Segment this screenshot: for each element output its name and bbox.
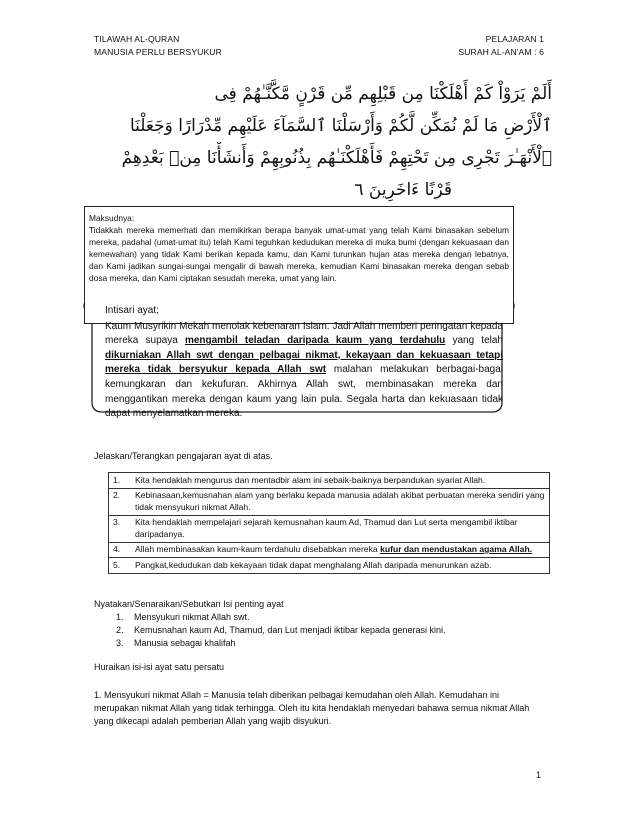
intisari-text-part: yang telah: [445, 335, 503, 347]
table-row: [109, 515, 550, 542]
verse-line: ٱلْأَنْهَـٰرَ تَجْرِى مِن تَحْتِهِمْ فَأَهْلَكْنَـٰهُم بِذُنُوبِهِمْ وَأَنشَأْنَا مِنۢ بَعْدِهِمْ: [121, 148, 552, 168]
list-number: 1.: [116, 612, 124, 622]
item-emphasis: kufur dan mendustakan agama Allah.: [380, 544, 533, 554]
isi-penting-list: [116, 611, 446, 650]
maksudnya-heading: Maksudnya:: [89, 213, 135, 223]
pengajaran-table: [108, 472, 550, 574]
verse-line: قَرْنًا ءَاخَرِينَ ٦: [354, 180, 452, 200]
header-topic: MANUSIA PERLU BERSYUKUR: [94, 47, 222, 57]
item-number: 1.: [109, 473, 132, 489]
table-row: [109, 473, 550, 489]
intisari-content: [105, 304, 503, 422]
list-text: Mensyukuri nikmat Allah swt.: [134, 612, 250, 622]
item-text: Kita hendaklah mengurus dan mentadbir alam ini sebaik-baiknya berpandukan syariat Allah.: [131, 473, 550, 489]
item-text: Pangkat,kedudukan dab kekayaan tidak dapat menghalang Allah daripada menurunkan azab.: [131, 558, 550, 574]
nyatakan-heading: Nyatakan/Senaraikan/Sebutkan Isi penting ayat: [94, 599, 284, 609]
header-surah: SURAH AL-AN'AM : 6: [458, 47, 544, 57]
item-number: 4.: [109, 542, 132, 558]
page-number: 1: [536, 770, 542, 780]
verse-line: أَلَمْ يَرَوْاْ كَمْ أَهْلَكْنَا مِن قَبْلِهِم مِّن قَرْنٍ مَّكَّنَّـٰهُمْ فِى: [214, 84, 552, 104]
table-row: [109, 558, 550, 574]
list-text: Manusia sebagai khalifah: [134, 638, 236, 648]
intisari-text-part: Kaum Musyrikin Mekah menolak kebenaran Islam. Jadi Allah memberi peringatan kepada mereka supaya: [105, 320, 503, 347]
list-number: 2.: [116, 625, 124, 635]
intisari-text: [105, 320, 503, 422]
quran-verse: [96, 78, 552, 206]
huraikan-text: 1. Mensyukuri nikmat Allah = Manusia telah diberikan pelbagai kemudahan oleh Allah. Kemudahan ini merupakan nikmat Allah yang tidak terhingga. Oleh itu kita hendaklah menyedari bahawa semua nikmat Allah yang dikecapi adalah pemberian Allah yang wajib disyukuri.: [94, 690, 530, 726]
intisari-heading: Intisari ayat;: [105, 305, 159, 316]
item-text: Kita hendaklah mempelajari sejarah kemusnahan kaum Ad, Thamud dan Lut serta mengambil iktibar daripadanya.: [131, 515, 550, 542]
table-row: [109, 488, 550, 515]
maksudnya-text: Tidakkah mereka memerhati dan memikirkan berapa banyak umat-umat yang telah Kami binasakan sebelum mereka, padahal (umat-umat itu) telah Kami teguhkan kedudukan mereka di muka bumi (dengan kekuasaan dan kemewahan) yang tidak Kami berikan kepada kamu, dan Kami turunkan hujan atas mereka dengan lebatnya, dan Kami jadikan sungai-sungai mengalir di bawah mereka, kemudian Kami binasakan mereka dengan sebab dosa mereka, dan Kami ciptakan sesudah mereka, umat yang lain.: [89, 225, 509, 284]
huraikan-heading: Huraikan isi-isi ayat satu persatu: [94, 662, 225, 672]
list-item: [116, 637, 446, 650]
item-number: 2.: [109, 488, 132, 515]
jelaskan-heading: Jelaskan/Terangkan pengajaran ayat di atas.: [94, 451, 273, 461]
list-item: [116, 624, 446, 637]
list-item: [116, 611, 446, 624]
header-lesson: PELAJARAN 1: [485, 34, 544, 44]
list-text: Kemusnahan kaum Ad, Thamud, dan Lut menjadi iktibar kepada generasi kini.: [134, 625, 446, 635]
list-number: 3.: [116, 638, 124, 648]
intisari-emphasis: mengambil teladan daripada kaum yang terdahulu: [184, 335, 446, 347]
item-text: [131, 542, 550, 558]
intisari-text-part: malahan melakukan berbagai-bagai kemungkaran dan kekufuran. Akhirnya Allah swt, membinasakan mereka dan menggantikan mereka dengan kaum yang lain pula. Segala harta dan kekuasaan tidak dapat menyelamatkan mereka.: [105, 364, 503, 420]
item-text-part: Allah membinasakan kaum-kaum terdahulu disebabkan mereka: [135, 544, 381, 554]
header-subject: TILAWAH AL-QURAN: [94, 34, 180, 44]
table-row: [109, 542, 550, 558]
item-number: 5.: [109, 558, 132, 574]
item-text: Kebinasaan,kemusnahan alam yang berlaku kepada manusia adalah akibat perbuatan mereka sendiri yang tidak mensyukuri nikmat Allah.: [131, 488, 550, 515]
item-number: 3.: [109, 515, 132, 542]
intisari-emphasis: dikurniakan Allah swt dengan pelbagai nikmat, kekayaan dan kekuasaan tetapi mereka tidak bersyukur kepada Allah swt: [105, 349, 503, 376]
verse-line: ٱلْأَرْضِ مَا لَمْ نُمَكِّن لَّكُمْ وَأَرْسَلْنَا ٱلسَّمَآءَ عَلَيْهِم مِّدْرَارًا وَجَعَلْنَا: [129, 116, 552, 136]
